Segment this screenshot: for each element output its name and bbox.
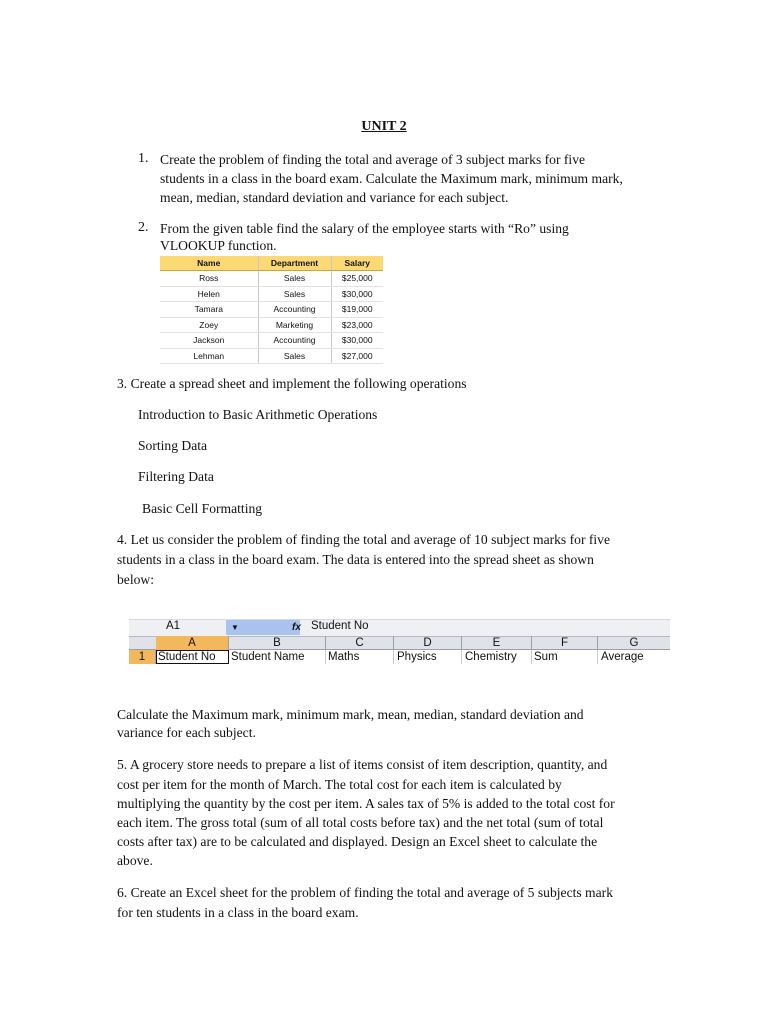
cell-name: Jackson — [160, 333, 258, 349]
row-header-1: 1 — [129, 650, 156, 664]
cell-department: Sales — [258, 271, 331, 287]
q1-line-2: students in a class in the board exam. Calculate the Maximum mark, minimum mark, — [160, 171, 623, 186]
column-header-a: A — [156, 636, 229, 650]
cell-salary: $30,000 — [331, 333, 383, 349]
q2-line-2: VLOOKUP function. — [160, 238, 277, 253]
cell-salary: $25,000 — [331, 271, 383, 287]
q5-line-5: costs after tax) are to be calculated and displayed. Design an Excel sheet to calculate the — [117, 834, 598, 849]
table-row — [160, 333, 383, 349]
q3-heading: 3. Create a spread sheet and implement the following operations — [117, 376, 467, 391]
spreadsheet-image — [129, 619, 670, 664]
cell-department: Sales — [258, 348, 331, 364]
column-header-g: G — [629, 637, 639, 649]
header-salary: Salary — [331, 256, 383, 271]
cell-g1: Average — [601, 651, 644, 663]
q2-number: 2. — [138, 220, 149, 235]
column-header-d: D — [394, 636, 462, 650]
cell-d1: Physics — [394, 650, 462, 664]
cell-department: Accounting — [258, 333, 331, 349]
q1-line-3: mean, median, standard deviation and variance for each subject. — [160, 190, 509, 205]
q6-line-1: 6. Create an Excel sheet for the problem of finding the total and average of 5 subjects mark — [117, 885, 613, 900]
q3-item-filtering: Filtering Data — [138, 469, 214, 484]
cell-b1: Student Name — [229, 650, 326, 664]
cell-a1: Student No — [156, 650, 229, 664]
cell-salary: $27,000 — [331, 348, 383, 364]
q1-line-1: Create the problem of finding the total and average of 3 subject marks for five — [160, 152, 586, 167]
column-header-f: F — [532, 636, 598, 650]
cell-e1: Chemistry — [462, 650, 532, 664]
cell-name: Tamara — [160, 302, 258, 318]
q6-line-2: for ten students in a class in the board exam. — [117, 905, 359, 920]
header-department: Department — [258, 256, 331, 271]
table-row — [160, 286, 383, 302]
cell-name: Ross — [160, 271, 258, 287]
cell-salary: $19,000 — [331, 302, 383, 318]
cell-name: Lehman — [160, 348, 258, 364]
name-box: A1 — [166, 620, 181, 632]
column-header-e: E — [462, 636, 532, 650]
cell-salary: $23,000 — [331, 317, 383, 333]
q4-after-line-2: variance for each subject. — [117, 725, 256, 740]
cell-c1: Maths — [326, 650, 394, 664]
q3-item-sorting: Sorting Data — [138, 438, 208, 453]
column-header-c: C — [326, 636, 394, 650]
unit-title: UNIT 2 — [361, 119, 407, 134]
formula-value: Student No — [311, 620, 369, 632]
q3-item-arithmetic: Introduction to Basic Arithmetic Operations — [138, 407, 378, 422]
q5-line-4: each item. The gross total (sum of all total costs before tax) and the net total (sum of total — [117, 815, 604, 830]
cell-salary: $30,000 — [331, 286, 383, 302]
cell-f1: Sum — [532, 650, 598, 664]
cell-name: Helen — [160, 286, 258, 302]
q3-item-formatting: Basic Cell Formatting — [142, 501, 263, 516]
cell-department: Sales — [258, 286, 331, 302]
cell-department: Accounting — [258, 302, 331, 318]
cell-name: Zoey — [160, 317, 258, 333]
q4-after-line-1: Calculate the Maximum mark, minimum mark, mean, median, standard deviation and — [117, 707, 584, 722]
table-row — [160, 317, 383, 333]
salary-table-header — [160, 256, 383, 271]
table-row — [160, 302, 383, 318]
cell-department: Marketing — [258, 317, 331, 333]
q5-line-3: multiplying the quantity by the cost per item. A sales tax of 5% is added to the total cost for — [117, 796, 615, 811]
q4-line-3: below: — [117, 572, 154, 587]
q5-line-6: above. — [117, 853, 153, 868]
table-row — [160, 271, 383, 287]
column-header-b: B — [229, 636, 326, 650]
q5-line-2: cost per item for the month of March. The total cost for each item is calculated by — [117, 777, 562, 792]
q2-line-1: From the given table find the salary of the employee starts with “Ro” using — [160, 221, 569, 236]
table-row — [160, 348, 383, 364]
header-name: Name — [160, 256, 258, 271]
salary-table — [160, 256, 383, 364]
q4-line-1: 4. Let us consider the problem of finding the total and average of 10 subject marks for five — [117, 532, 610, 547]
q4-line-2: students in a class in the board exam. The data is entered into the spread sheet as shown — [117, 552, 594, 567]
q5-line-1: 5. A grocery store needs to prepare a list of items consist of item description, quantity, and — [117, 757, 608, 772]
fx-icon: fx — [292, 622, 301, 633]
q1-number: 1. — [138, 151, 149, 166]
chevron-down-icon: ▼ — [231, 623, 239, 632]
